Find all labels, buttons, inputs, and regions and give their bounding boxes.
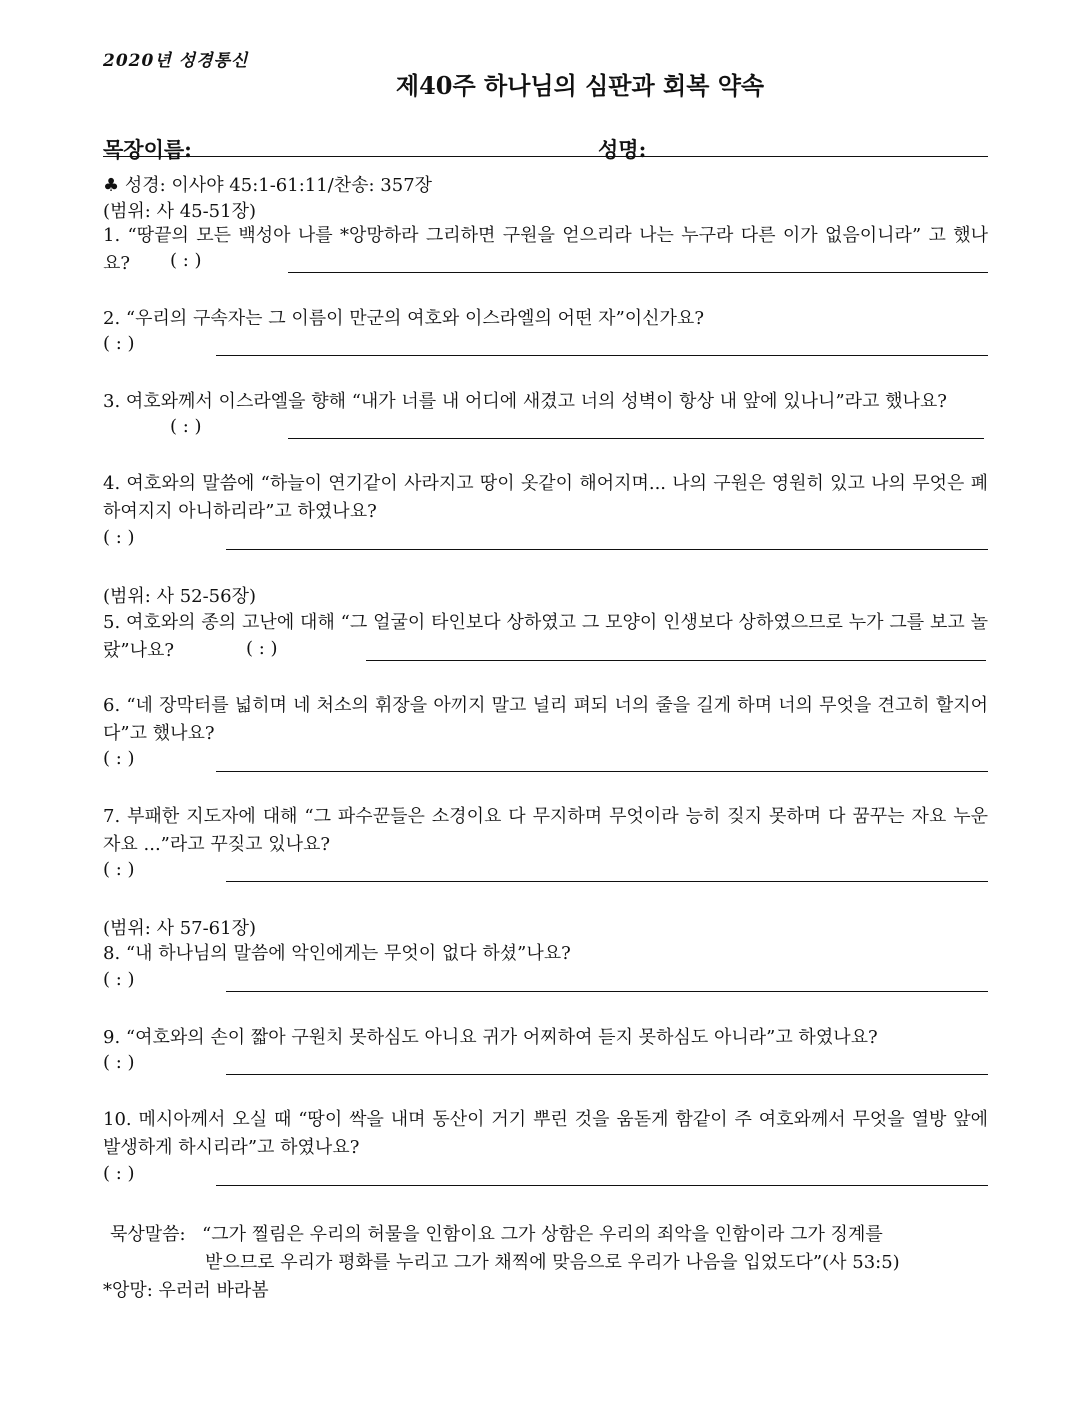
question-9: 9. “여호와의 손이 짧아 구원치 못하심도 아니요 귀가 어찌하여 듣지 못하심도 아니라”고 하였나요? bbox=[103, 1027, 878, 1048]
answer-line-4[interactable] bbox=[226, 549, 988, 550]
answer-line-7[interactable] bbox=[226, 881, 988, 882]
answer-line-3[interactable] bbox=[288, 438, 984, 439]
answer-line-5[interactable] bbox=[366, 660, 986, 661]
answer-blank-7: ( : ) bbox=[103, 859, 135, 880]
range-heading-3: (범위: 사 57-61장) bbox=[103, 918, 256, 939]
range-heading-2: (범위: 사 52-56장) bbox=[103, 586, 256, 607]
answer-blank-5: ( : ) bbox=[246, 638, 278, 659]
meditation-label: 묵상말씀: bbox=[110, 1224, 186, 1245]
question-10: 10. 메시아께서 오실 때 “땅이 싹을 내며 동산이 거기 뿌린 것을 움돋게 함같이 주 여호와께서 무엇을 열방 앞에 발생하게 하시리라”고 하였나요? bbox=[103, 1109, 988, 1158]
question-8: 8. “내 하나님의 말씀에 악인에게는 무엇이 없다 하셨”나요? bbox=[103, 943, 571, 964]
answer-line-8[interactable] bbox=[226, 991, 988, 992]
meditation-line-2: 받으므로 우리가 평화를 누리고 그가 채찍에 맞음으로 우리가 나음을 입었도다”(사 53:5) bbox=[205, 1252, 900, 1273]
answer-line-1[interactable] bbox=[288, 272, 988, 273]
answer-blank-2: ( : ) bbox=[103, 333, 135, 354]
answer-blank-10: ( : ) bbox=[103, 1163, 135, 1184]
question-1: 1. “땅끝의 모든 백성아 나를 *앙망하라 그리하면 구원을 얻으리라 나는 누구라 다른 이가 없음이니라” 고 했나요? bbox=[103, 225, 988, 274]
answer-line-9[interactable] bbox=[226, 1074, 988, 1075]
page-title: 제40주 하나님의 심판과 회복 약속 bbox=[395, 71, 765, 100]
group-name-label: 목장이름: bbox=[103, 137, 192, 162]
answer-blank-9: ( : ) bbox=[103, 1052, 135, 1073]
range-heading-1: (범위: 사 45-51장) bbox=[103, 201, 256, 222]
answer-blank-4: ( : ) bbox=[103, 527, 135, 548]
footnote: *앙망: 우러러 바라봄 bbox=[103, 1280, 269, 1301]
answer-blank-8: ( : ) bbox=[103, 969, 135, 990]
question-4: 4. 여호와의 말씀에 “하늘이 연기같이 사라지고 땅이 옷같이 해어지며... 나의 구원은 영원히 있고 나의 무엇은 폐하여지지 아니하리라”고 하였나요? bbox=[103, 473, 988, 522]
answer-line-6[interactable] bbox=[216, 771, 988, 772]
question-7: 7. 부패한 지도자에 대해 “그 파수꾼들은 소경이요 다 무지하며 무엇이라 능히 짖지 못하며 다 꿈꾸는 자요 누운 자요 ...”라고 꾸짖고 있나요? bbox=[103, 806, 988, 855]
question-5: 5. 여호와의 종의 고난에 대해 “그 얼굴이 타인보다 상하였고 그 모양이 인생보다 상하였으므로 누가 그를 보고 놀랐”나요? bbox=[103, 612, 988, 661]
header-underline bbox=[103, 156, 988, 157]
meditation-line-1: “그가 찔림은 우리의 허물을 인함이요 그가 상함은 우리의 죄악을 인함이라 그가 징계를 bbox=[202, 1224, 883, 1245]
newsletter-tag: 2020년 성경통신 bbox=[103, 51, 249, 71]
group-name-field[interactable] bbox=[218, 134, 588, 156]
question-3: 3. 여호와께서 이스라엘을 향해 “내가 너를 내 어디에 새겼고 너의 성벽이 항상 내 앞에 있나니”라고 했나요? bbox=[103, 391, 947, 412]
scripture-info: ♣ 성경: 이사야 45:1-61:11/찬송: 357장 bbox=[103, 175, 433, 196]
answer-blank-6: ( : ) bbox=[103, 748, 135, 769]
question-6: 6. “네 장막터를 넓히며 네 처소의 휘장을 아끼지 말고 널리 펴되 너의 줄을 길게 하며 너의 무엇을 견고히 할지어다”고 했나요? bbox=[103, 695, 988, 744]
answer-line-10[interactable] bbox=[216, 1185, 988, 1186]
student-name-label: 성명: bbox=[598, 137, 647, 162]
answer-blank-1: ( : ) bbox=[170, 250, 202, 271]
answer-blank-3: ( : ) bbox=[170, 416, 202, 437]
question-2: 2. “우리의 구속자는 그 이름이 만군의 여호와 이스라엘의 어떤 자”이신가요? bbox=[103, 308, 704, 329]
student-name-field[interactable] bbox=[655, 134, 988, 156]
answer-line-2[interactable] bbox=[216, 355, 988, 356]
